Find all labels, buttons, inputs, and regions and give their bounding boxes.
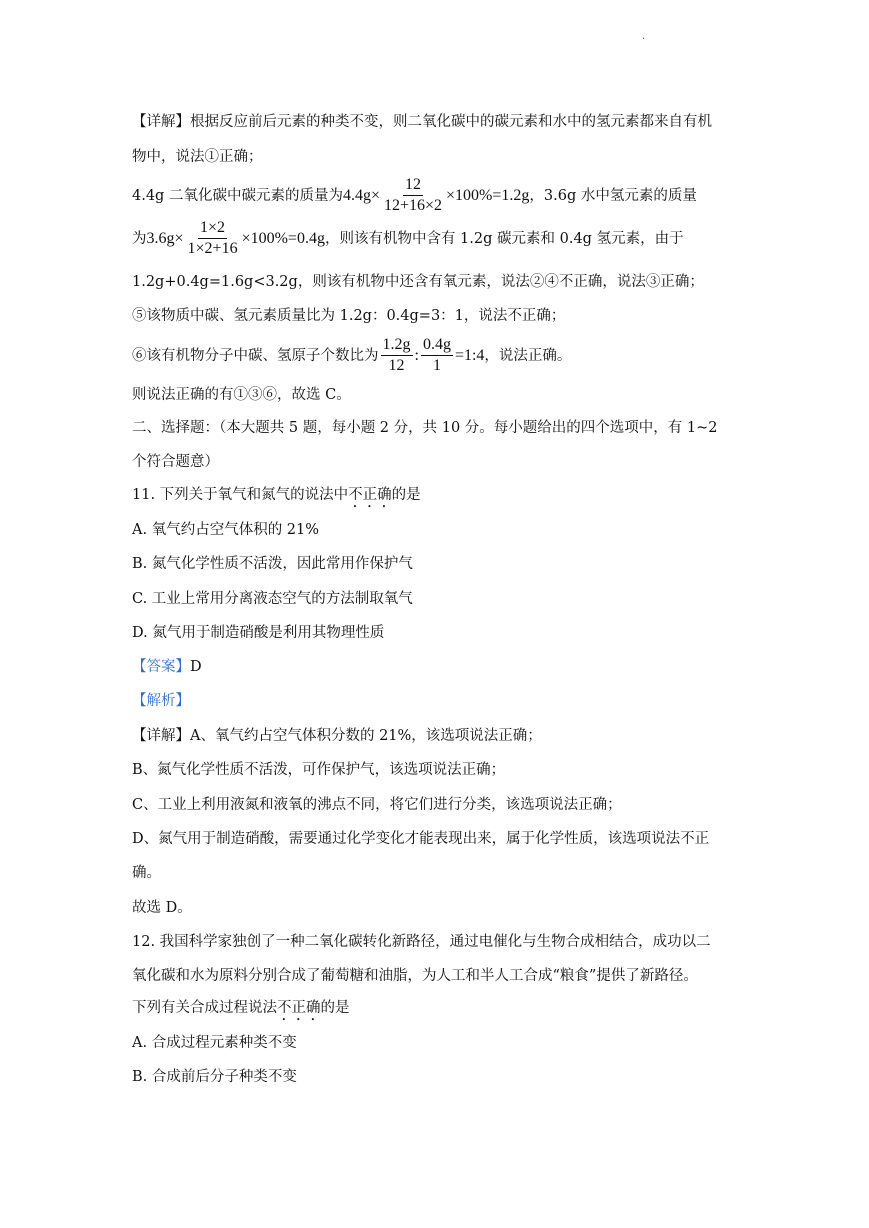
- text-fragment: ，3.6g 水中氢元素的质量: [529, 187, 697, 204]
- question-12-stem: 12. 我国科学家独创了一种二氧化碳转化新路径，通过电催化与生物合成相结合，成功以二: [132, 934, 711, 950]
- text-fragment: 4.4g 二氧化碳中碳元素的质量为: [132, 187, 343, 204]
- answer-value: D: [190, 659, 202, 675]
- question-11-option-d: D. 氮气用于制造硝酸是利用其物理性质: [132, 625, 385, 641]
- fraction: [381, 336, 413, 375]
- fraction: [186, 219, 240, 258]
- emphasized-text: 不正确: [348, 487, 392, 503]
- text-line: 物中，说法①正确；: [132, 149, 263, 165]
- formula-line: [132, 176, 697, 215]
- text-line: 氧化碳和水为原料分别合成了葡萄糖和油脂，为人工和半人工合成“粮食”提供了新路径。: [132, 968, 698, 984]
- formula-line: [132, 219, 684, 258]
- math-expression: :: [414, 346, 419, 364]
- question-11-option-a: A. 氧气约占空气体积的 21%: [132, 522, 320, 538]
- text-fragment: 为: [132, 230, 147, 247]
- text-line: 【详解】A、氧气约占空气体积分数的 21%，该选项说法正确；: [132, 728, 542, 744]
- question-11-option-c: C. 工业上常用分离液态空气的方法制取氧气: [132, 591, 413, 607]
- formula-line: [132, 336, 571, 375]
- fraction-denominator: 12: [388, 357, 405, 374]
- answer-line: [132, 657, 202, 677]
- math-expression: 3.6g×: [146, 229, 184, 247]
- text-fragment: 11. 下列关于氧气和氮气的说法中: [132, 487, 349, 503]
- emphasized-text: 不正确: [277, 1000, 321, 1016]
- fraction: [421, 336, 453, 375]
- text-line: 确。: [132, 865, 161, 881]
- fraction-numerator: 1.2g: [381, 336, 413, 356]
- text-fragment: 的是: [320, 1000, 350, 1016]
- fraction-numerator: 12: [403, 176, 423, 196]
- text-line: 故选 D。: [132, 900, 192, 916]
- question-11-stem: [132, 485, 421, 511]
- text-line: B、氮气化学性质不活泼，可作保护气，该选项说法正确；: [132, 762, 506, 778]
- math-expression: ×100%=0.4g: [241, 229, 325, 247]
- section-heading: 二、选择题：（本大题共 5 题，每小题 2 分，共 10 分。每小题给出的四个选项中，有 1~2: [132, 420, 718, 436]
- answer-label: 【答案】: [132, 659, 190, 675]
- text-fragment: 的是: [391, 487, 421, 503]
- text-fragment: ，说法正确。: [484, 347, 572, 364]
- text-line: ⑤该物质中碳、氢元素质量比为 1.2g：0.4g=3：1，说法不正确；: [132, 308, 566, 324]
- question-12-option-a: A. 合成过程元素种类不变: [132, 1035, 297, 1051]
- text-line: 1.2g+0.4g=1.6g<3.2g，则该有机物中还含有氧元素，说法②④不正确，说法③正确；: [132, 274, 704, 290]
- text-fragment: ⑥该有机物分子中碳、氢原子个数比为: [132, 347, 379, 364]
- fraction-denominator: 1: [432, 357, 441, 374]
- text-line: 则说法正确的有①③⑥，故选 C。: [132, 387, 351, 403]
- math-expression: 4.4g×: [342, 186, 380, 204]
- text-fragment: 下列有关合成过程说法: [132, 1000, 277, 1016]
- text-fragment: ，则该有机物中含有 1.2g 碳元素和 0.4g 氢元素，由于: [324, 230, 684, 247]
- math-expression: ×100%=1.2g: [446, 186, 530, 204]
- question-11-option-b: B. 氮气化学性质不活泼，因此常用作保护气: [132, 556, 413, 572]
- fraction-numerator: 0.4g: [421, 336, 453, 356]
- page-marker: ·: [642, 34, 646, 45]
- fraction-denominator: 12+16×2: [383, 197, 443, 214]
- text-line: [132, 998, 350, 1024]
- math-expression: =1:4: [454, 346, 485, 364]
- text-line: D、氮气用于制造硝酸，需要通过化学变化才能表现出来，属于化学性质，该选项说法不正: [132, 831, 710, 847]
- fraction-denominator: 1×2+16: [187, 240, 238, 257]
- text-line: 个符合题意）: [132, 454, 219, 470]
- fraction: [382, 176, 444, 215]
- analysis-label: 【解析】: [132, 693, 190, 709]
- question-12-option-b: B. 合成前后分子种类不变: [132, 1069, 297, 1085]
- fraction-numerator: 1×2: [198, 219, 227, 239]
- text-line: 【详解】根据反应前后元素的种类不变，则二氧化碳中的碳元素和水中的氢元素都来自有机: [132, 114, 712, 130]
- text-line: C、工业上利用液氮和液氧的沸点不同，将它们进行分类，该选项说法正确；: [132, 797, 622, 813]
